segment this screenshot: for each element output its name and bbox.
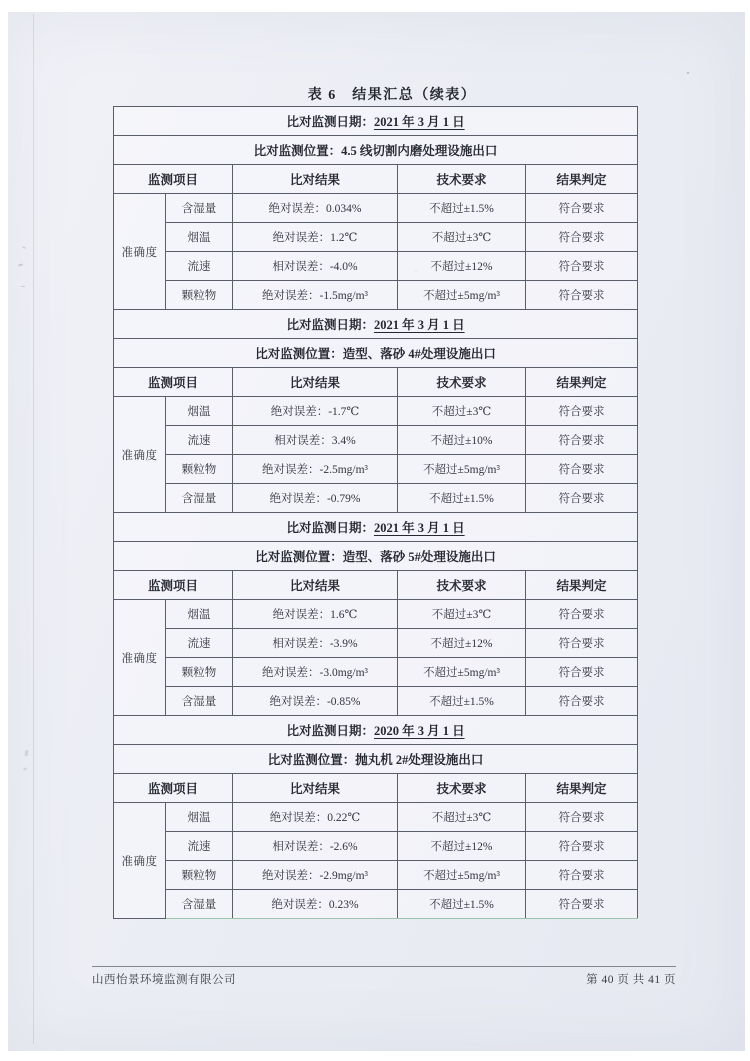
- judgment-value-cell: 符合要求: [526, 223, 638, 252]
- result-value-cell: 相对误差：-3.9%: [233, 629, 398, 658]
- requirement-value-cell: 不超过±12%: [398, 252, 526, 281]
- date-row: [114, 513, 638, 542]
- table-row: [114, 803, 638, 832]
- item-name-cell: 流速: [166, 832, 233, 861]
- item-name-cell: 含湿量: [166, 687, 233, 716]
- date-cell: [114, 107, 638, 136]
- column-header: 结果判定: [526, 368, 638, 397]
- result-value-cell: 绝对误差：-2.9mg/m³: [233, 861, 398, 890]
- judgment-value-cell: 符合要求: [526, 484, 638, 513]
- item-name-cell: 含湿量: [166, 194, 233, 223]
- table-title: 表 6 结果汇总（续表）: [307, 88, 477, 103]
- item-name-cell: 颗粒物: [166, 658, 233, 687]
- result-value-cell: 绝对误差：-3.0mg/m³: [233, 658, 398, 687]
- requirement-value-cell: 不超过±3℃: [398, 803, 526, 832]
- judgment-value-cell: 符合要求: [526, 455, 638, 484]
- location-value: 4.5 线切割内磨处理设施出口: [341, 144, 498, 158]
- location-label: 比对监测位置：: [255, 347, 343, 361]
- requirement-value-cell: 不超过±5mg/m³: [398, 861, 526, 890]
- table-row: [114, 484, 638, 513]
- date-label: 比对监测日期：: [286, 115, 374, 129]
- location-cell: [114, 136, 638, 165]
- column-header: 技术要求: [398, 774, 526, 803]
- item-name-cell: 流速: [166, 629, 233, 658]
- item-name-cell: 含湿量: [166, 890, 233, 919]
- judgment-value-cell: 符合要求: [526, 397, 638, 426]
- result-value-cell: 绝对误差：0.034%: [233, 194, 398, 223]
- judgment-value-cell: 符合要求: [526, 832, 638, 861]
- location-label: 比对监测位置：: [255, 550, 343, 564]
- footer-rule: [92, 966, 676, 967]
- result-value-cell: 绝对误差：-0.79%: [233, 484, 398, 513]
- table-row: [114, 194, 638, 223]
- column-header: 比对结果: [233, 774, 398, 803]
- judgment-value-cell: 符合要求: [526, 687, 638, 716]
- date-label: 比对监测日期：: [286, 318, 374, 332]
- result-value-cell: 相对误差：3.4%: [233, 426, 398, 455]
- location-value: 造型、落砂 5#处理设施出口: [342, 550, 496, 564]
- table-row: [114, 223, 638, 252]
- location-cell: [114, 542, 638, 571]
- table-row: [114, 455, 638, 484]
- table-row: [114, 658, 638, 687]
- location-row: [114, 542, 638, 571]
- date-row: [114, 310, 638, 339]
- column-header: 监测项目: [114, 571, 233, 600]
- location-label: 比对监测位置：: [253, 144, 342, 158]
- table-row: [114, 252, 638, 281]
- location-row: [114, 136, 638, 165]
- table-row: [114, 861, 638, 890]
- footer-page-number: 第 40 页 共 41 页: [586, 974, 676, 986]
- location-cell: [114, 339, 638, 368]
- column-header: 比对结果: [233, 571, 398, 600]
- date-value: 2021 年 3 月 1 日: [373, 115, 465, 129]
- result-value-cell: 相对误差：-4.0%: [233, 252, 398, 281]
- judgment-value-cell: 符合要求: [526, 803, 638, 832]
- requirement-value-cell: 不超过±1.5%: [398, 687, 526, 716]
- date-row: [114, 107, 638, 136]
- column-header: 监测项目: [114, 368, 233, 397]
- item-name-cell: 流速: [166, 252, 233, 281]
- requirement-value-cell: 不超过±3℃: [398, 223, 526, 252]
- table-row: [114, 687, 638, 716]
- column-header: 监测项目: [114, 165, 233, 194]
- column-header: 技术要求: [398, 165, 526, 194]
- requirement-value-cell: 不超过±5mg/m³: [398, 455, 526, 484]
- judgment-value-cell: 符合要求: [526, 281, 638, 310]
- requirement-value-cell: 不超过±12%: [398, 629, 526, 658]
- table-row: [114, 426, 638, 455]
- requirement-value-cell: 不超过±1.5%: [398, 484, 526, 513]
- judgment-value-cell: 符合要求: [526, 194, 638, 223]
- header-row: [114, 368, 638, 397]
- group-label-cell: 准确度: [114, 194, 166, 310]
- scan-artifact: [21, 286, 25, 287]
- location-cell: [114, 745, 638, 774]
- date-value: 2021 年 3 月 1 日: [373, 318, 465, 332]
- scan-fold-artifact: [33, 14, 34, 1044]
- location-row: [114, 339, 638, 368]
- judgment-value-cell: 符合要求: [526, 252, 638, 281]
- judgment-value-cell: 符合要求: [526, 861, 638, 890]
- header-row: [114, 774, 638, 803]
- group-label-cell: 准确度: [114, 600, 166, 716]
- results-table: [113, 106, 638, 919]
- result-value-cell: 绝对误差：-1.7℃: [233, 397, 398, 426]
- requirement-value-cell: 不超过±12%: [398, 832, 526, 861]
- table-row: [114, 397, 638, 426]
- date-cell: [114, 310, 638, 339]
- footer-company: 山西怡景环境监测有限公司: [92, 974, 236, 986]
- requirement-value-cell: 不超过±1.5%: [398, 890, 526, 919]
- judgment-value-cell: 符合要求: [526, 629, 638, 658]
- column-header: 结果判定: [526, 571, 638, 600]
- column-header: 监测项目: [114, 774, 233, 803]
- result-value-cell: 绝对误差：1.2℃: [233, 223, 398, 252]
- page-footer: [92, 971, 676, 987]
- location-label: 比对监测位置：: [267, 753, 356, 767]
- date-value: 2020 年 3 月 1 日: [373, 724, 465, 738]
- date-cell: [114, 716, 638, 745]
- scan-artifact: [687, 72, 689, 74]
- group-label-cell: 准确度: [114, 397, 166, 513]
- judgment-value-cell: 符合要求: [526, 600, 638, 629]
- table-row: [114, 629, 638, 658]
- judgment-value-cell: 符合要求: [526, 426, 638, 455]
- column-header: 结果判定: [526, 165, 638, 194]
- result-value-cell: 相对误差：-2.6%: [233, 832, 398, 861]
- requirement-value-cell: 不超过±3℃: [398, 397, 526, 426]
- result-value-cell: 绝对误差：0.23%: [233, 890, 398, 919]
- item-name-cell: 颗粒物: [166, 281, 233, 310]
- column-header: 技术要求: [398, 368, 526, 397]
- judgment-value-cell: 符合要求: [526, 658, 638, 687]
- item-name-cell: 烟温: [166, 803, 233, 832]
- location-row: [114, 745, 638, 774]
- date-value: 2021 年 3 月 1 日: [373, 521, 465, 535]
- location-value: 抛丸机 2#处理设施出口: [355, 753, 484, 767]
- item-name-cell: 烟温: [166, 397, 233, 426]
- item-name-cell: 烟温: [166, 600, 233, 629]
- item-name-cell: 颗粒物: [166, 861, 233, 890]
- requirement-value-cell: 不超过±1.5%: [398, 194, 526, 223]
- judgment-value-cell: 符合要求: [526, 890, 638, 919]
- result-value-cell: 绝对误差：-2.5mg/m³: [233, 455, 398, 484]
- item-name-cell: 含湿量: [166, 484, 233, 513]
- date-cell: [114, 513, 638, 542]
- table-row: [114, 832, 638, 861]
- group-label-cell: 准确度: [114, 803, 166, 919]
- table-row: [114, 600, 638, 629]
- header-row: [114, 165, 638, 194]
- result-value-cell: 绝对误差：-0.85%: [233, 687, 398, 716]
- item-name-cell: 颗粒物: [166, 455, 233, 484]
- result-value-cell: 绝对误差：0.22℃: [233, 803, 398, 832]
- requirement-value-cell: 不超过±5mg/m³: [398, 658, 526, 687]
- column-header: 比对结果: [233, 165, 398, 194]
- date-label: 比对监测日期：: [286, 724, 374, 738]
- header-row: [114, 571, 638, 600]
- location-value: 造型、落砂 4#处理设施出口: [342, 347, 496, 361]
- table-row: [114, 281, 638, 310]
- date-label: 比对监测日期：: [286, 521, 374, 535]
- requirement-value-cell: 不超过±10%: [398, 426, 526, 455]
- table-row: [114, 890, 638, 919]
- requirement-value-cell: 不超过±3℃: [398, 600, 526, 629]
- result-value-cell: 绝对误差：-1.5mg/m³: [233, 281, 398, 310]
- item-name-cell: 烟温: [166, 223, 233, 252]
- column-header: 技术要求: [398, 571, 526, 600]
- item-name-cell: 流速: [166, 426, 233, 455]
- date-row: [114, 716, 638, 745]
- result-value-cell: 绝对误差：1.6℃: [233, 600, 398, 629]
- column-header: 结果判定: [526, 774, 638, 803]
- requirement-value-cell: 不超过±5mg/m³: [398, 281, 526, 310]
- column-header: 比对结果: [233, 368, 398, 397]
